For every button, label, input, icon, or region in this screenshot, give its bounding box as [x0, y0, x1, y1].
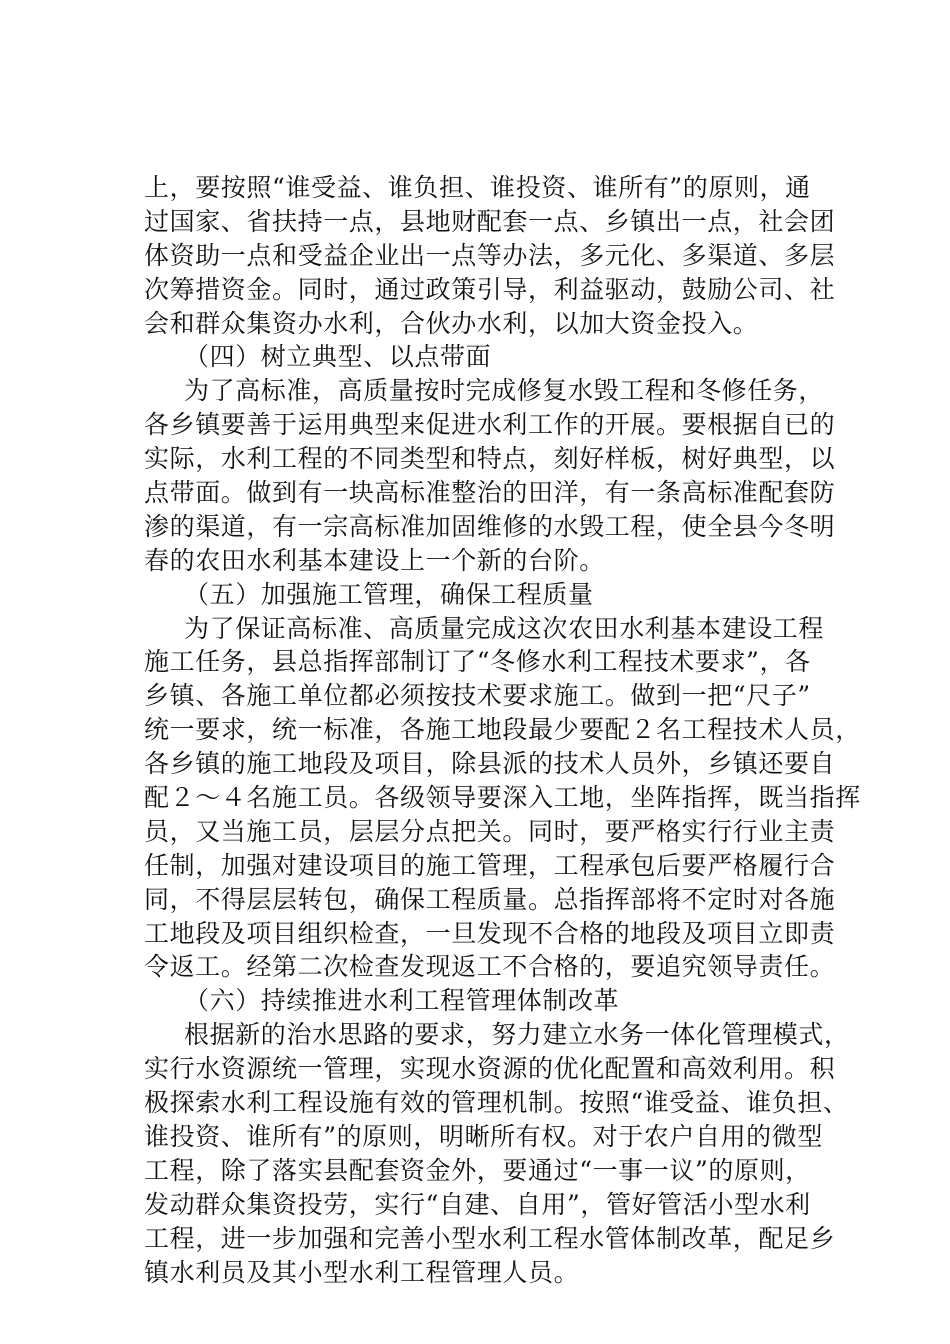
text-line: 实际，水利工程的不同类型和特点，刻好样板，树好典型，以: [144, 444, 836, 474]
text-line: 次筹措资金。同时，通过政策引导，利益驱动，鼓励公司、社: [144, 274, 836, 304]
document-body: [144, 171, 861, 1289]
text-line: 极探索水利工程设施有效的管理机制。按照“谁受益、谁负担、: [144, 1088, 849, 1118]
text-line: 过国家、省扶持一点，县地财配套一点、乡镇出一点，社会团: [144, 206, 836, 236]
text-line: 工地段及项目组织检查，一旦发现不合格的地段及项目立即责: [144, 918, 836, 948]
text-line: 体资助一点和受益企业出一点等办法，多元化、多渠道、多层: [144, 240, 836, 270]
paragraph-first-line: 为了保证高标准、高质量完成这次农田水利基本建设工程: [184, 613, 825, 643]
text-line: 点带面。做到有一块高标准整治的田洋，有一条高标准配套防: [144, 478, 836, 508]
text-line: 工程，除了落实县配套资金外，要通过“一事一议”的原则，: [144, 1155, 811, 1185]
paragraph-first-line: （四）树立典型、以点带面: [184, 342, 492, 372]
text-line: 统一要求，统一标准，各施工地段最少要配２名工程技术人员，: [144, 715, 861, 745]
text-line: 各乡镇要善于运用典型来促进水利工作的开展。要根据自已的: [144, 410, 836, 440]
text-line: 发动群众集资投劳，实行“自建、自用”，管好管活小型水利: [144, 1189, 811, 1219]
text-line: 乡镇、各施工单位都必须按技术要求施工。做到一把“尺子”: [144, 681, 811, 711]
text-line: 配２～４名施工员。各级领导要深入工地，坐阵指挥，既当指挥: [144, 783, 861, 813]
text-line: 上，要按照“谁受益、谁负担、谁投资、谁所有”的原则，通: [144, 173, 811, 202]
text-line: 实行水资源统一管理，实现水资源的优化配置和高效利用。积: [144, 1054, 836, 1084]
paragraph-first-line: （六）持续推进水利工程管理体制改革: [184, 986, 620, 1016]
text-line: 春的农田水利基本建设上一个新的台阶。: [144, 545, 605, 575]
text-line: 任制，加强对建设项目的施工管理，工程承包后要严格履行合: [144, 850, 836, 880]
paragraph-first-line: 根据新的治水思路的要求，努力建立水务一体化管理模式，: [184, 1020, 850, 1050]
text-line: 会和群众集资办水利，合伙办水利，以加大资金投入。: [144, 308, 759, 338]
text-line: 谁投资、谁所有”的原则，明晰所有权。对于农户自用的微型: [144, 1121, 823, 1151]
paragraph-first-line: 为了高标准，高质量按时完成修复水毁工程和冬修任务，: [184, 376, 825, 406]
text-line: 渗的渠道，有一宗高标准加固维修的水毁工程，使全县今冬明: [144, 511, 836, 541]
text-line: 员，又当施工员，层层分点把关。同时，要严格实行行业主责: [144, 816, 836, 846]
text-line: 令返工。经第二次检查发现返工不合格的，要追究领导责任。: [144, 952, 836, 982]
paragraph-first-line: （五）加强施工管理，确保工程质量: [184, 579, 594, 609]
text-line: 各乡镇的施工地段及项目，除县派的技术人员外，乡镇还要自: [144, 749, 836, 779]
text-line: 同，不得层层转包，确保工程质量。总指挥部将不定时对各施: [144, 884, 836, 914]
text-line: 镇水利员及其小型水利工程管理人员。: [144, 1257, 580, 1287]
text-line: 施工任务，县总指挥部制订了“冬修水利工程技术要求”，各: [144, 647, 811, 677]
text-line: 工程，进一步加强和完善小型水利工程水管体制改革，配足乡: [144, 1223, 836, 1253]
